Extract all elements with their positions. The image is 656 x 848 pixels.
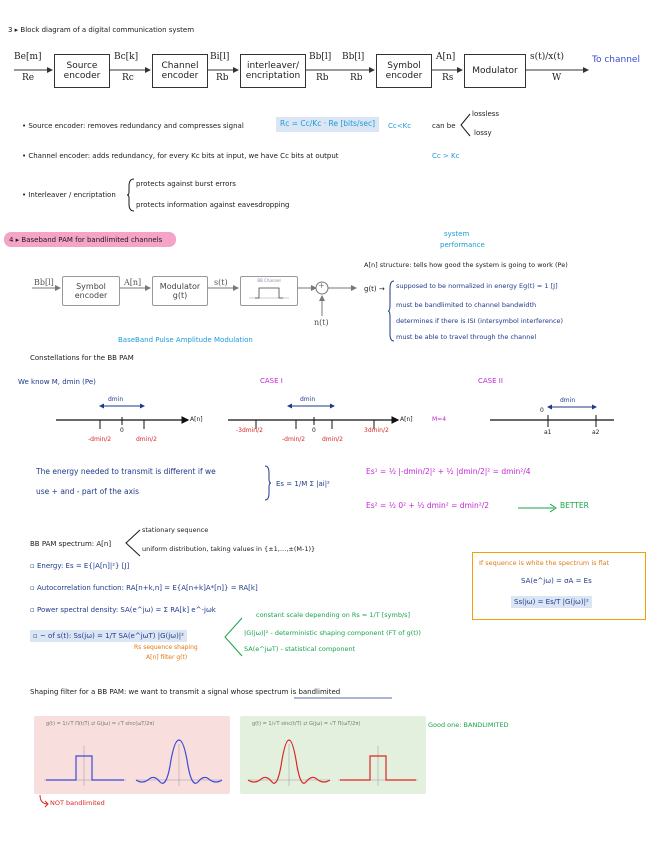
channel-encoder-note: • Channel encoder: adds redundancy, for every Kc bits at input, we have Cc bits at output: [22, 152, 339, 160]
es-formula: Es = 1/M Σ |ai|²: [276, 480, 330, 488]
chain-l2-bot: Rb: [216, 73, 229, 83]
good-one-label: Good one: BANDLIMITED: [428, 721, 509, 729]
interleaver-block: [240, 54, 306, 88]
bb-st-label: s(t): [214, 278, 228, 287]
section-3-title: 3 ▸ Block diagram of a digital communication system: [8, 26, 195, 34]
case-b-tick-3: dmin/2: [322, 436, 343, 443]
orange-note-2: A[n] filter g(t): [146, 654, 188, 661]
statistical-note: SA(e^jωT) - statistical component: [244, 645, 356, 653]
interleaver-brace: [126, 178, 136, 212]
bb-channel-label: BB Channel: [257, 278, 281, 283]
case-a-dmin: dmin: [108, 396, 124, 403]
case-b-zero: 0: [312, 427, 316, 434]
modulator-label: Modulator: [472, 65, 518, 76]
f2-formula: g(t) = 1/√T sinc(t/T) ⇄ G(jω) = √T Π(ωT/2π): [252, 721, 361, 727]
constellations-title: Constellations for the BB PAM: [30, 354, 134, 362]
not-bandlimited-label: NOT bandlimited: [50, 799, 105, 807]
psd-line: ▫ Power spectral density: SA(e^jω) = Σ RA[k] e^-jωk: [30, 606, 216, 614]
chain-l4-bot: Rb: [350, 73, 363, 83]
case-a-tick-1: -dmin/2: [88, 436, 112, 443]
bb-modulator-l2: g(t): [172, 291, 188, 300]
symbol-encoder-l2: encoder: [385, 71, 423, 81]
chain-l5-top: A[n]: [436, 52, 456, 62]
perf-label-2: performance: [440, 241, 485, 249]
lossless-brace: [458, 112, 472, 138]
chain-l4-top: Bb[l]: [342, 52, 365, 62]
spectrum-components-brace: [222, 616, 244, 658]
we-know-note: We know M, dmin (Pe): [18, 378, 96, 386]
case-c-zero: 0: [540, 407, 544, 414]
case-c-a1: a1: [544, 429, 552, 436]
interleaver-note-1: protects against burst errors: [136, 180, 236, 188]
spectrum-head: BB PAM spectrum: A[n]: [30, 540, 112, 548]
chain-out-bot: W: [552, 73, 562, 83]
symbol-encoder-block: [376, 54, 432, 88]
deterministic-note: |G(jω)|² - deterministic shaping component (FT of g(t)): [244, 629, 421, 637]
case-b-an: A[n]: [400, 416, 413, 423]
sofs-line: ▫ ~ of s(t): Ss(jω) = 1/T SA(e^jωT) |G(jω)|²: [30, 630, 187, 642]
bb-modulator-l1: Modulator: [159, 281, 201, 291]
case-b-tick-2: -dmin/2: [282, 436, 306, 443]
lossy-label: lossy: [474, 129, 492, 137]
not-bandlimited-panel: [34, 716, 230, 794]
bb-an-label: A[n]: [124, 278, 142, 287]
bb-channel-response-icon: [247, 284, 291, 300]
g-brace: [388, 280, 396, 342]
channel-encoder-block: [152, 54, 208, 88]
orange-note-1: Rs sequence shaping: [134, 644, 198, 651]
perf-label-1: system: [444, 230, 470, 238]
chain-l3-bot: Rb: [316, 73, 329, 83]
shaping-title: Shaping filter for a BB PAM: we want to transmit a signal whose spectrum is bandlimited: [30, 688, 341, 696]
chain-out-top: s(t)/x(t): [530, 52, 565, 62]
adder-plus-icon: +: [318, 281, 325, 290]
case-c-a2: a2: [592, 429, 600, 436]
chain-l3-top: Bb[l]: [309, 52, 332, 62]
sinc-pulse-plots: [244, 736, 422, 792]
stationary-note: stationary sequence: [142, 526, 209, 534]
modulator-block: [464, 54, 526, 88]
to-channel-label: To channel: [592, 55, 640, 65]
sa-formula: SA(e^jω) = σA = Es: [521, 577, 592, 585]
case-b-m4: M=4: [432, 416, 447, 423]
bb-input-label: Bb[l]: [34, 278, 54, 287]
rc-formula: Rc = Cc/Kc · Re [bits/sec]: [276, 117, 379, 132]
not-bandlimited-arrow: [38, 794, 50, 808]
bandlimited-panel: [240, 716, 426, 794]
energy-line: ▫ Energy: Es = E{|A[n]|²} [J]: [30, 562, 130, 570]
case-1-label: CASE I: [260, 377, 283, 385]
white-spectrum-box: [472, 552, 646, 620]
bb-noise-label: n(t): [314, 318, 329, 327]
source-encoder-block: [54, 54, 110, 88]
channel-encoder-l2: encoder: [161, 71, 199, 81]
ch-condition: Cc > Kc: [432, 152, 460, 160]
bb-symbol-encoder-l2: encoder: [74, 291, 108, 300]
case-b-tick-4: 3dmin/2: [364, 427, 389, 434]
autocorr-line: ▫ Autocorrelation function: RA[n+k,n] = E{A[n+k]A*[n]} = RA[k]: [30, 584, 258, 592]
interleaver-note-2: protects information against eavesdropping: [136, 201, 290, 209]
source-encoder-l1: Source: [66, 60, 98, 71]
energy-brace: [264, 465, 272, 501]
case-b-dmin: dmin: [300, 396, 316, 403]
src-condition: Cc<Kc: [388, 122, 412, 130]
uniform-note: uniform distribution, taking values in {±1,…,±(M-1)}: [142, 545, 316, 553]
chain-l2-top: Bi[l]: [210, 52, 230, 62]
section-4-title: 4 ▸ Baseband PAM for bandlimited channels: [9, 236, 163, 244]
bb-channel-block: [240, 276, 298, 306]
case-b-tick-1: -3dmin/2: [236, 427, 263, 434]
f1-formula: g(t) = 1/√T Π(t/T) ⇄ G(jω) = √T sinc(ωT/2π): [46, 721, 155, 727]
an-structure-note: A[n] structure: tells how good the system is going to work (Pe): [364, 261, 568, 269]
constant-note: constant scale depending on Rs = 1/T [symb/s]: [256, 611, 411, 619]
chain-l5-bot: Rs: [442, 73, 454, 83]
g-note-1: supposed to be normalized in energy Eg(t) = 1 [J]: [396, 282, 558, 290]
g-note-2: must be bandlimited to channel bandwidth: [396, 301, 537, 309]
g-note-3: determines if there is ISI (intersymbol interference): [396, 317, 564, 325]
chain-in-top: Be[m]: [14, 52, 42, 62]
better-label: BETTER: [560, 501, 589, 510]
bb-symbol-encoder-l1: Symbol: [76, 281, 106, 291]
case-a-an: A[n]: [190, 416, 203, 423]
case-2-label: CASE II: [478, 377, 503, 385]
rect-pulse-plots: [38, 736, 226, 792]
source-encoder-note: • Source encoder: removes redundancy and compresses signal: [22, 122, 244, 130]
es-case-2: Es² = ½ 0² + ½ dmin² = dmin²/2: [366, 501, 490, 510]
interleaver-l2: encriptation: [245, 71, 301, 81]
case-a-tick-2: dmin/2: [136, 436, 157, 443]
case-a-zero: 0: [120, 427, 124, 434]
g-label: g(t) →: [364, 285, 385, 293]
chain-l1-bot: Rc: [122, 73, 134, 83]
interleaver-l1: interleaver/: [246, 60, 300, 71]
interleaver-note: • Interleaver / encriptation: [22, 191, 116, 199]
ss-formula: Ss(jω) = Es/T |G(jω)|²: [511, 596, 592, 608]
can-be-label: can be: [432, 122, 456, 130]
constellation-axes: [0, 395, 656, 460]
source-encoder-l2: encoder: [63, 71, 101, 81]
bandlimited-underline: [294, 696, 392, 700]
channel-encoder-l1: Channel: [161, 60, 199, 71]
bb-modulator: [152, 276, 208, 306]
bb-pam-label: BaseBand Pulse Amplitude Modulation: [118, 336, 253, 344]
lossless-label: lossless: [472, 110, 500, 118]
case-c-dmin: dmin: [560, 397, 576, 404]
spectrum-brace: [122, 528, 142, 558]
bb-symbol-encoder: [62, 276, 120, 306]
energy-text-2: use + and - part of the axis: [36, 487, 140, 496]
white-note: If sequence is white the spectrum is flat: [479, 559, 610, 567]
energy-text-1: The energy needed to transmit is different if we: [36, 467, 216, 476]
better-arrow: [516, 503, 558, 513]
symbol-encoder-l1: Symbol: [387, 60, 421, 71]
chain-l1-top: Bc[k]: [114, 52, 139, 62]
g-note-4: must be able to travel through the channel: [396, 333, 537, 341]
chain-in-bot: Re: [22, 73, 35, 83]
es-case-1: Es¹ = ½ |-dmin/2|² + ½ |dmin/2|² = dmin²/4: [366, 467, 531, 476]
